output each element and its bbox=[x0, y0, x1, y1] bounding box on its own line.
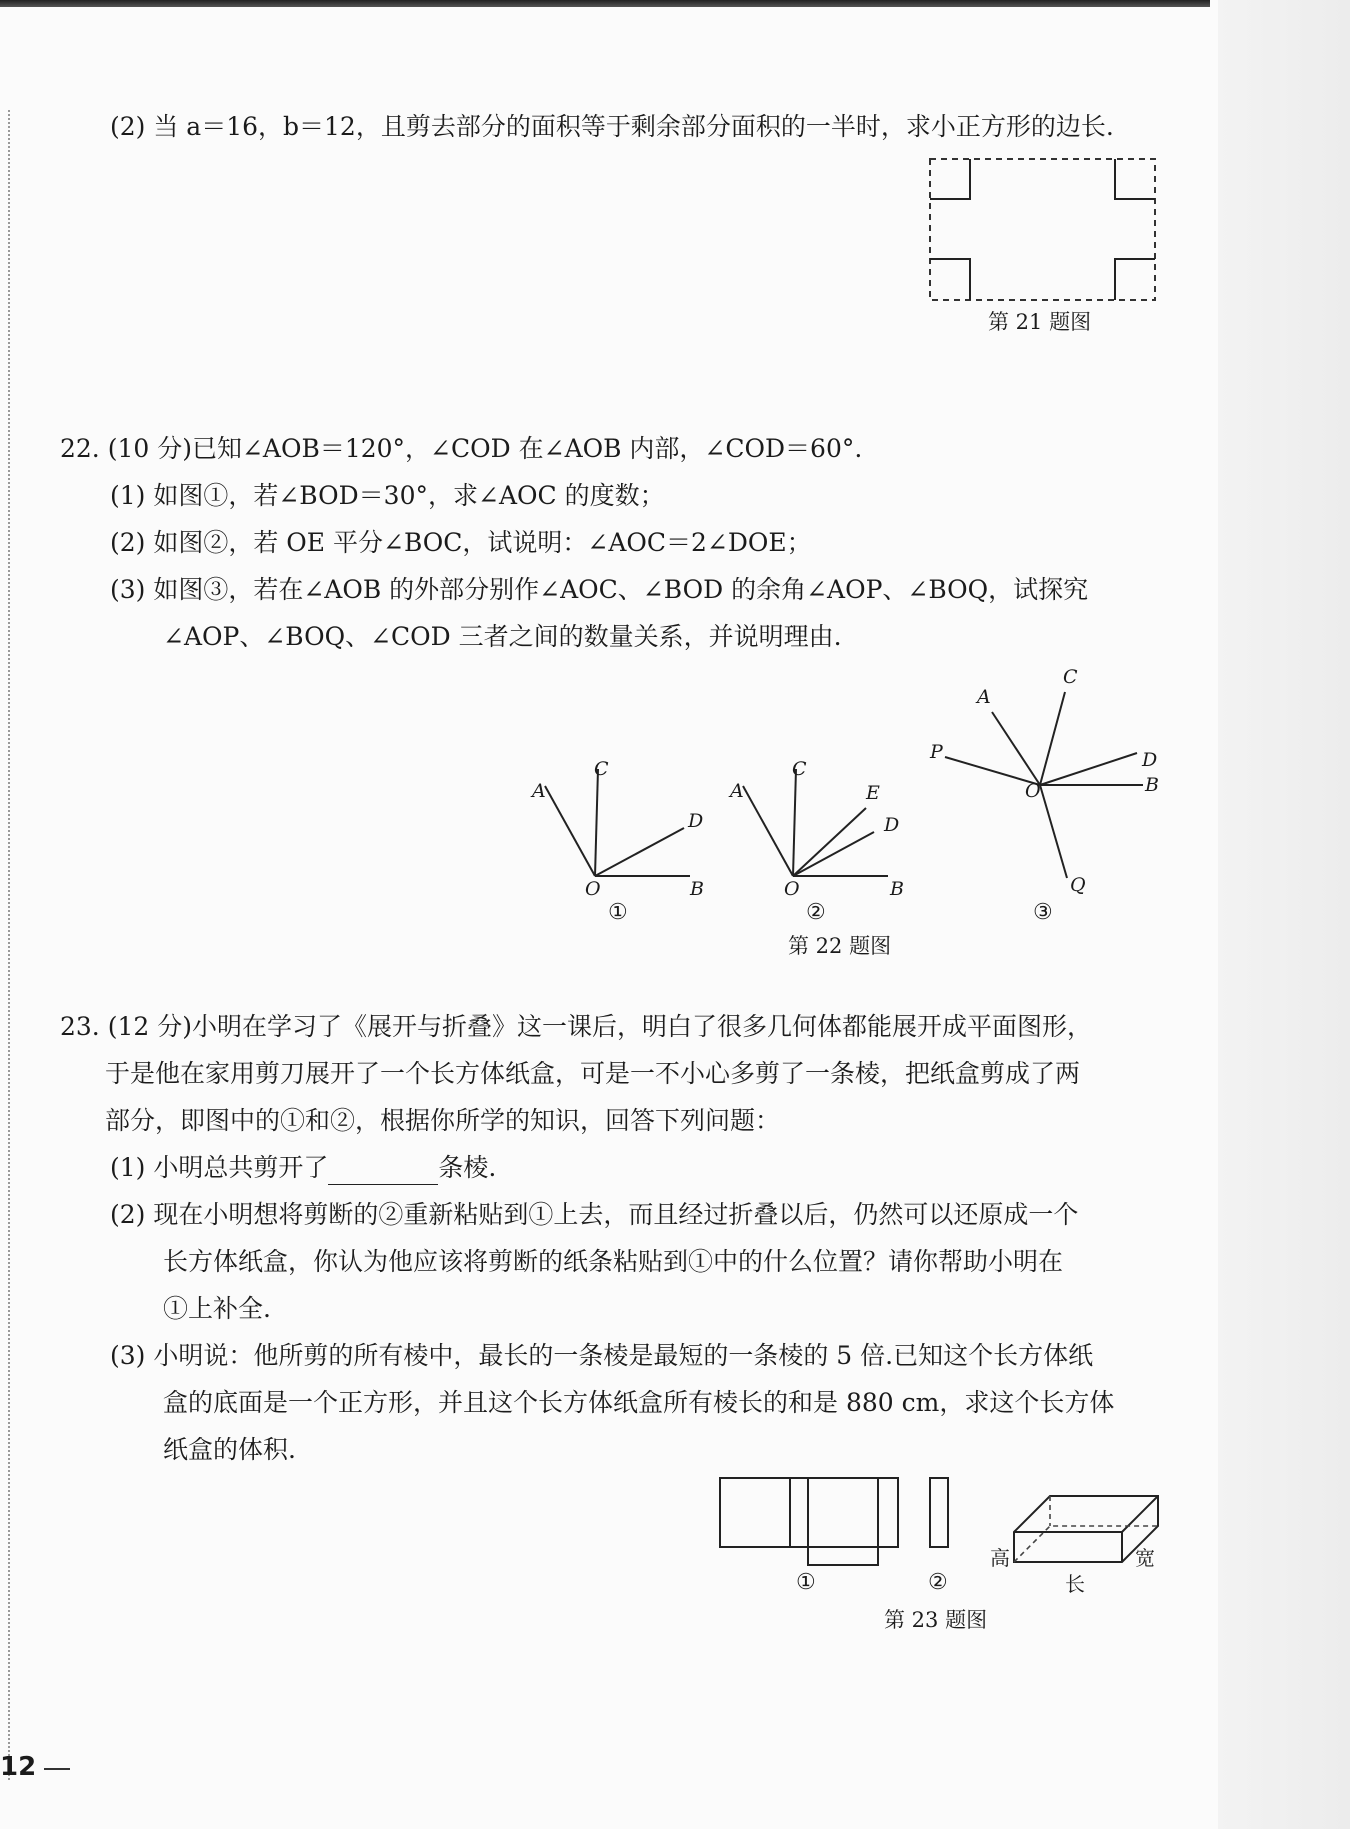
fig2-label-b: B bbox=[890, 878, 904, 900]
q23-part3-line1: (3) 小明说：他所剪的所有棱中，最长的一条棱是最短的一条棱的 5 倍.已知这个长方体纸 bbox=[110, 1341, 1094, 1370]
ray-oq bbox=[1040, 785, 1067, 878]
q23-part3-line3: 纸盒的体积. bbox=[163, 1435, 296, 1464]
q22-part3-line1: (3) 如图③，若在∠AOB 的外部分别作∠AOC、∠BOD 的余角∠AOP、∠BOQ，试探究 bbox=[110, 575, 1089, 604]
ray-oc bbox=[1040, 692, 1065, 785]
page-number-dash bbox=[44, 1768, 70, 1770]
q23-net-figure bbox=[718, 1476, 902, 1568]
fig1-label-a: A bbox=[532, 780, 546, 802]
fig3-number: ③ bbox=[1033, 900, 1053, 925]
fig2-label-e: E bbox=[866, 782, 880, 804]
q23-strip-figure bbox=[928, 1476, 950, 1550]
ray-od bbox=[595, 828, 684, 876]
fig2-number: ② bbox=[806, 900, 826, 925]
fig3-label-o: O bbox=[1025, 780, 1041, 802]
binding-dotted-line bbox=[8, 110, 10, 1780]
ray-od bbox=[1040, 753, 1137, 785]
q21-figure bbox=[925, 156, 1161, 306]
q23-answer-blank[interactable] bbox=[328, 1160, 438, 1185]
q21-caption: 第 21 题图 bbox=[988, 310, 1092, 334]
fig2-label-d: D bbox=[884, 814, 900, 836]
top-rule bbox=[0, 0, 1210, 7]
q22-stem: 22. (10 分)已知∠AOB＝120°，∠COD 在∠AOB 内部，∠COD＝60°. bbox=[60, 434, 863, 463]
fig3-label-p: P bbox=[930, 741, 943, 763]
ray-oa bbox=[545, 786, 595, 876]
q23-box-length: 长 bbox=[1065, 1572, 1085, 1596]
q21-part2: (2) 当 a＝16，b＝12，且剪去部分的面积等于剩余部分面积的一半时，求小正方形的边长. bbox=[110, 112, 1114, 141]
fig1-label-b: B bbox=[690, 878, 704, 900]
ray-oc bbox=[793, 769, 796, 876]
q23-part1-text: (1) 小明总共剪开了 bbox=[110, 1153, 329, 1182]
page-number: 12 bbox=[0, 1752, 37, 1782]
q22-caption: 第 22 题图 bbox=[788, 934, 892, 958]
q22-part2: (2) 如图②，若 OE 平分∠BOC，试说明：∠AOC＝2∠DOE； bbox=[110, 528, 812, 557]
fig1-label-o: O bbox=[585, 878, 601, 900]
fig3-label-q: Q bbox=[1070, 874, 1086, 896]
ray-oc bbox=[595, 769, 598, 876]
q23-part1-number: ① bbox=[796, 1570, 816, 1595]
fig2-label-o: O bbox=[784, 878, 800, 900]
ray-oa bbox=[992, 712, 1040, 785]
fig2-label-a: A bbox=[730, 780, 744, 802]
q23-caption: 第 23 题图 bbox=[884, 1608, 988, 1632]
q22-part1: (1) 如图①，若∠BOD＝30°，求∠AOC 的度数； bbox=[110, 481, 665, 510]
q23-part1 bbox=[110, 1151, 496, 1185]
q23-stem-line2: 于是他在家用剪刀展开了一个长方体纸盒，可是一不小心多剪了一条棱，把纸盒剪成了两 bbox=[105, 1059, 1081, 1088]
fig3-label-a: A bbox=[977, 686, 991, 708]
q23-part2-line2: 长方体纸盒，你认为他应该将剪断的纸条粘贴到①中的什么位置？请你帮助小明在 bbox=[163, 1247, 1064, 1276]
q23-stem-line3: 部分，即图中的①和②，根据你所学的知识，回答下列问题： bbox=[105, 1106, 781, 1135]
q23-box-height: 高 bbox=[990, 1546, 1010, 1570]
q23-part2-line3: ①上补全. bbox=[163, 1294, 271, 1323]
q23-part3-line2: 盒的底面是一个正方形，并且这个长方体纸盒所有棱长的和是 880 cm，求这个长方体 bbox=[163, 1388, 1115, 1417]
q22-figure2 bbox=[738, 756, 898, 886]
page-edge-shadow bbox=[1218, 0, 1350, 1829]
q23-box-width: 宽 bbox=[1135, 1546, 1155, 1570]
q23-stem-line1: 23. (12 分)小明在学习了《展开与折叠》这一课后，明白了很多几何体都能展开成平面图形， bbox=[60, 1012, 1092, 1041]
fig1-label-c: C bbox=[594, 758, 609, 780]
fig1-number: ① bbox=[608, 900, 628, 925]
q23-part2-line1: (2) 现在小明想将剪断的②重新粘贴到①上去，而且经过折叠以后，仍然可以还原成一个 bbox=[110, 1200, 1079, 1229]
fig3-label-b: B bbox=[1145, 774, 1159, 796]
fig2-label-c: C bbox=[792, 758, 807, 780]
q22-figure1 bbox=[540, 756, 700, 886]
q23-part2-number: ② bbox=[928, 1570, 948, 1595]
fig1-label-d: D bbox=[688, 810, 704, 832]
fig3-label-c: C bbox=[1063, 666, 1078, 688]
fig3-label-d: D bbox=[1142, 749, 1158, 771]
ray-oa bbox=[743, 786, 793, 876]
q23-part1-suffix: 条棱. bbox=[438, 1153, 497, 1182]
q22-part3-line2: ∠AOP、∠BOQ、∠COD 三者之间的数量关系，并说明理由. bbox=[163, 622, 842, 651]
